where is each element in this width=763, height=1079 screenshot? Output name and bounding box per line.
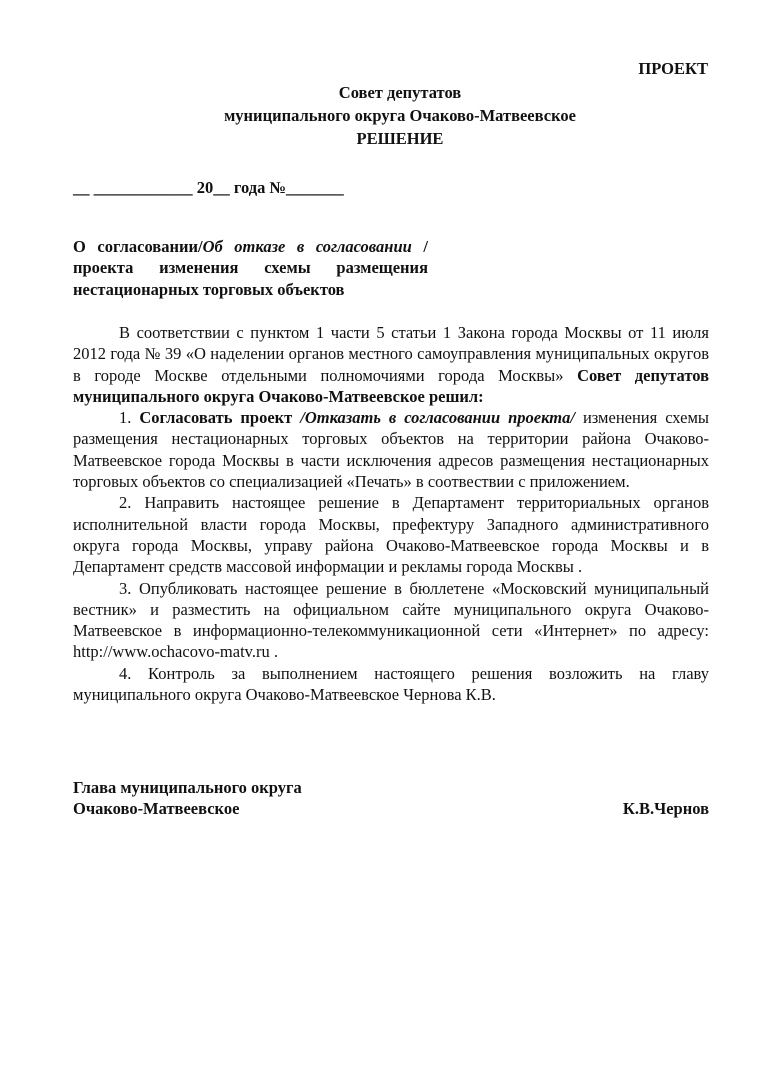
preamble-bold-text: Совет депутатов муниципального округа Очаково-Матвеевское решил: [73,365,709,406]
draft-stamp: ПРОЕКТ [638,59,708,78]
signature-title-line2: Очаково-Матвеевское [73,799,240,819]
item-1-bold: Согласовать проект [139,408,301,428]
item-1-text: изменения схемы размещения нестационарных торговых объектов на территории района Очаково-Матвеевское города Москвы в части исключения адресов размещения нестационарных торговых объектов со специализацией «Печать» в соотвествии с приложением. [73,408,709,492]
subject-line-2: проекта изменения схемы размещения [73,258,428,278]
subject-part1-end: / [411,237,428,256]
council-title: Совет депутатов [338,83,462,102]
item-1-bold-italic: /Отказать в согласовании проекта/ [300,408,575,428]
preamble-paragraph [73,322,709,407]
preamble-text: В соответствии с пунктом 1 части 5 статьи 1 Закона города Москвы от 11 июля 2012 года № 39 «О наделении органов местного самоуправления муниципальных округов в городе Москве отдельными полномочиями города Москвы» [73,323,709,385]
decision-title: РЕШЕНИЕ [356,129,444,148]
date-number-line: __ ____________ 20__ года №_______ [73,178,344,197]
municipality-title: муниципального округа Очаково-Матвеевское [224,106,576,125]
decision-subject [73,236,428,300]
item-2-paragraph: 2. Направить настоящее решение в Департамент территориальных органов исполнительной власти города Москвы, префектуру Западного административного округа города Москвы, управу района Очаково-Матвеевское города Москвы и в Департамент средств массовой информации и рекламы города Москвы . [73,493,709,577]
item-1-number: 1. [119,408,140,428]
signature-title-line1: Глава муниципального округа [73,778,302,797]
signature-name: К.В.Чернов [622,799,709,819]
subject-part1: О согласовании/ [73,237,203,256]
subject-line-3: нестационарных торговых объектов [73,279,345,299]
decision-body [73,322,709,705]
subject-part1-italic: Об отказе в согласовании [202,237,412,256]
item-4-paragraph: 4. Контроль за выполнением настоящего решения возложить на главу муниципального округа Очаково-Матвеевское Чернова К.В. [73,663,709,705]
subject-line-1 [73,236,428,257]
signature-row [73,798,709,819]
signature-block [73,777,709,820]
item-3-paragraph: 3. Опубликовать настоящее решение в бюллетене «Московский муниципальный вестник» и разместить на официальном сайте муниципального округа Очаково-Матвеевское в информационно-телекоммуникационной сети «Интернет» по адресу: http://www.ochacovo-matv.ru . [73,578,709,662]
item-1-paragraph [73,407,709,492]
